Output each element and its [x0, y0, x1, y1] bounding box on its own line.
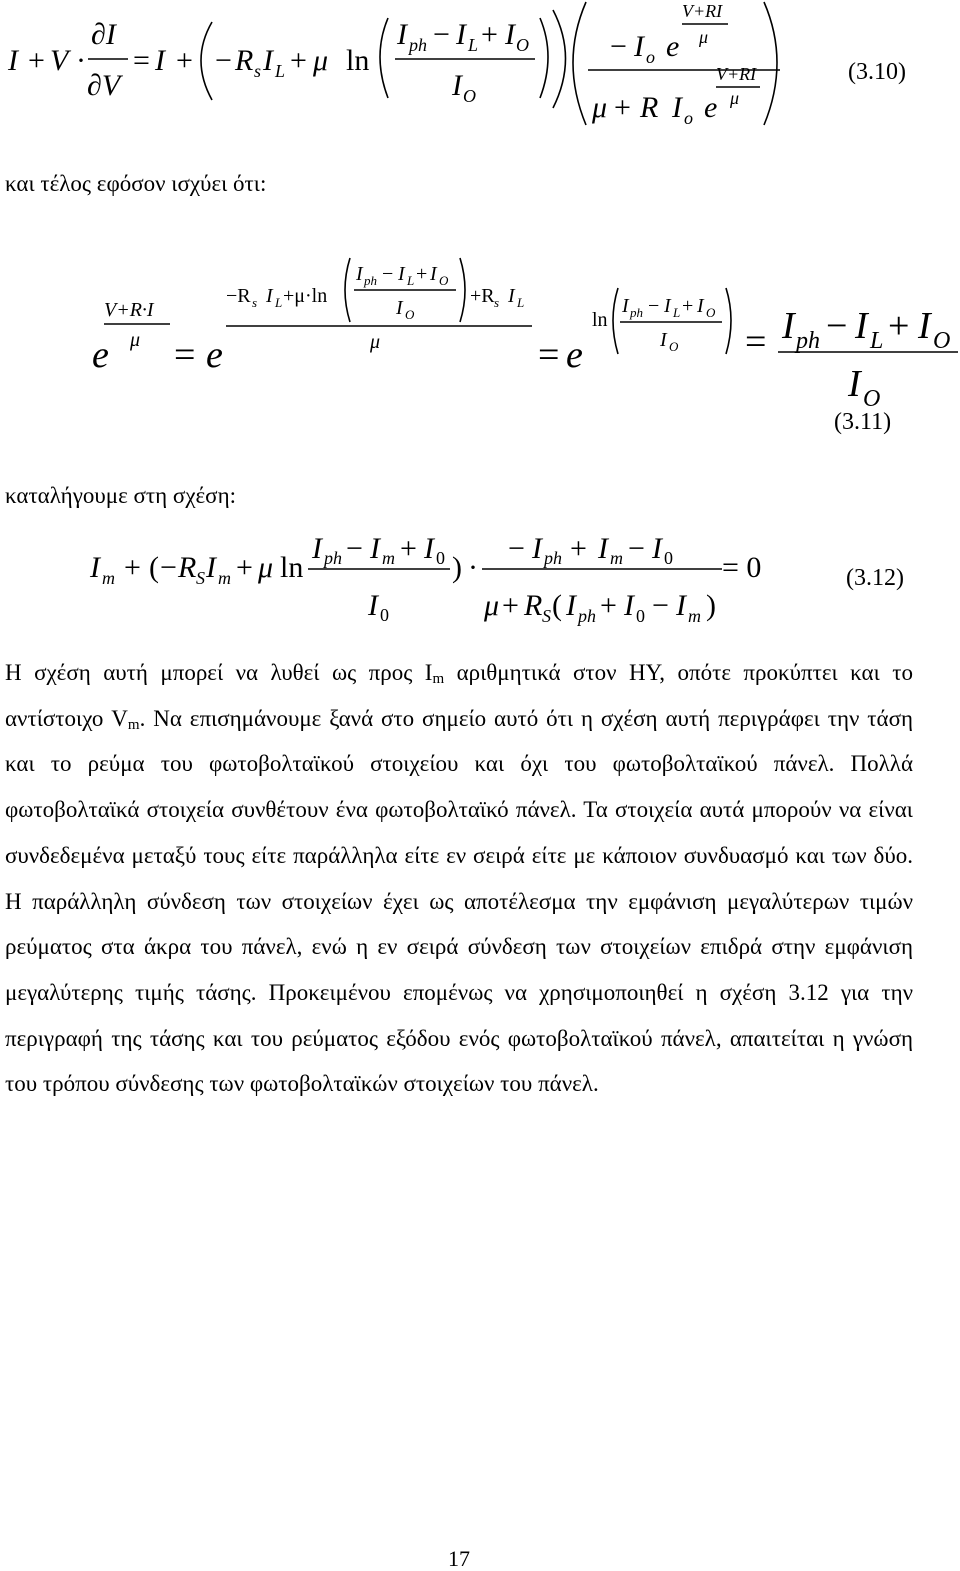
- eq-symbol: I: [424, 532, 434, 565]
- eq-subscript: ph: [796, 328, 820, 354]
- eq-symbol: I: [532, 532, 542, 565]
- eq-exponent: I: [664, 295, 671, 317]
- eq-symbol: μ: [258, 551, 274, 584]
- eq-exponent: μ: [370, 331, 381, 353]
- eq-symbol: I: [848, 363, 861, 405]
- eq-subscript: L: [407, 273, 415, 288]
- eq-symbol: I: [566, 589, 576, 622]
- paren-left: [345, 258, 350, 322]
- eq-symbol: I: [263, 44, 273, 77]
- eq-result: = 0: [722, 551, 762, 584]
- paren-right: [460, 258, 465, 322]
- eq-symbol: V: [50, 44, 69, 77]
- eq-subscript: S: [196, 568, 205, 588]
- eq-symbol: e: [92, 334, 109, 376]
- eq-symbol: I: [676, 589, 686, 622]
- eq-operator: −: [160, 551, 177, 584]
- eq-symbol: μ: [592, 91, 608, 124]
- eq-exponent: I: [622, 295, 629, 317]
- eq-subscript: ph: [544, 548, 562, 568]
- eq-subscript: s: [254, 61, 262, 81]
- eq-operator: +: [481, 18, 498, 51]
- equation-3-12: [0, 520, 960, 630]
- eq-symbol: e: [566, 334, 583, 376]
- eq-subscript: s: [494, 295, 500, 310]
- eq-exponent: I: [430, 263, 437, 285]
- eq-symbol: R: [524, 589, 543, 622]
- page-number: 17: [448, 1546, 470, 1571]
- eq-operator: (: [552, 589, 562, 622]
- eq-exponent: ln: [592, 309, 608, 331]
- eq-operator: ·: [76, 44, 86, 77]
- eq-exponent: −: [382, 263, 394, 285]
- body-paragraph: [5, 650, 913, 1107]
- eq-subscript: O: [933, 328, 951, 354]
- lead-text-1: και τέλος εφόσον ισχύει ότι:: [5, 171, 267, 196]
- eq-exponent: +μ·ln: [283, 285, 328, 307]
- eq-operator: −: [508, 532, 525, 565]
- eq-symbol: e: [206, 334, 223, 376]
- eq-symbol: I: [598, 532, 608, 565]
- para-text-c: . Να επισημάνουμε ξανά στο σημείο αυτό ότι η σχέση αυτή περιγράφει την τάση και το ρεύμα του φωτοβολταϊκού στοιχείου και όχι του φωτοβολταϊκού πάνελ. Πολλά φωτοβολταϊκά στοιχεία συνθέτουν ένα φωτοβολταϊκό πάνελ. Τα στοιχεία αυτά μπορούν να είναι συνδεδεμένα μεταξύ τους είτε παράλληλα είτε εν σειρά είτε με κάποιον συνδυασμό και των δύο. Η παράλληλη σύνδεση των στοιχείων έχει ως αποτέλεσμα την εμφάνιση μεγαλύτερων τιμών ρεύματος στα άκρα του πάνελ, ενώ η εν σειρά σύνδεση των στοιχείων επιδρά στην εμφάνιση μεγαλύτερης τιμής τάσης. Προκειμένου επομένως να χρησιμοποιηθεί η σχέση 3.12 για την περιγραφή της τάσης και του ρεύματος εξόδου ενός φωτοβολταϊκού πάνελ, απαιτείται η γνώση του τρόπου σύνδεσης των φωτοβολταϊκών στοιχείων του πάνελ.: [5, 705, 913, 1097]
- equation-3-10: [0, 0, 960, 135]
- eq-subscript: ph: [630, 305, 643, 320]
- eq-exponent: I: [660, 329, 667, 351]
- eq-subscript: O: [405, 307, 415, 322]
- eq-operator: (: [149, 551, 159, 584]
- eq-subscript: ph: [409, 35, 427, 55]
- eq-subscript: 0: [636, 606, 645, 626]
- equation-3-11: [0, 250, 960, 440]
- eq-symbol: I: [8, 44, 18, 77]
- eq-exponent: +: [682, 295, 694, 317]
- equation-number: (3.10): [848, 59, 906, 85]
- eq-subscript: O: [463, 86, 476, 106]
- eq-subscript: L: [870, 328, 884, 354]
- eq-symbol: I: [456, 18, 466, 51]
- eq-operator: −: [433, 18, 450, 51]
- eq-operator: +: [176, 44, 193, 77]
- para-subscript: m: [127, 716, 140, 733]
- eq-denominator: ∂V: [87, 69, 121, 102]
- eq-operator: +: [502, 589, 519, 622]
- eq-operator: =: [174, 334, 196, 376]
- eq-operator: −: [628, 532, 645, 565]
- eq-operator: ): [706, 589, 716, 622]
- eq-subscript: 0: [380, 605, 389, 625]
- eq-operator: +: [290, 44, 307, 77]
- eq-subscript: m: [382, 548, 395, 568]
- paren-left: [613, 288, 618, 354]
- eq-subscript: ph: [578, 606, 596, 626]
- eq-operator: −: [652, 589, 669, 622]
- eq-subscript: o: [684, 108, 693, 128]
- eq-symbol: μ: [484, 589, 500, 622]
- eq-symbol: I: [312, 532, 322, 565]
- eq-operator: −: [215, 44, 232, 77]
- para-text-b: αριθμητικά στον ΗΥ, οπότε προκύπτει και το αντίστοιχο V: [5, 660, 913, 731]
- eq-exponent: V+RI: [682, 1, 723, 21]
- paren-right: [726, 288, 731, 354]
- big-paren-left-2: [573, 2, 586, 125]
- eq-subscript: L: [468, 35, 479, 55]
- eq-symbol: I: [634, 30, 644, 63]
- para-subscript: m: [432, 671, 445, 687]
- eq-subscript: m: [102, 568, 115, 588]
- eq-exponent: I: [398, 263, 405, 285]
- eq-symbol: I: [452, 69, 462, 102]
- eq-operator: +: [124, 551, 141, 584]
- paren-left: [380, 18, 388, 98]
- eq-symbol: R: [178, 551, 197, 584]
- eq-operator: ·: [468, 551, 478, 584]
- eq-subscript: 0: [436, 548, 445, 568]
- eq-subscript: ph: [324, 548, 342, 568]
- eq-operator: =: [133, 44, 150, 77]
- eq-exponent: μ: [699, 27, 709, 47]
- eq-operator: +: [614, 91, 631, 124]
- eq-symbol: I: [918, 305, 931, 347]
- eq-operator: −: [610, 30, 627, 63]
- eq-operator: −: [826, 305, 848, 347]
- eq-operator: +: [600, 589, 617, 622]
- eq-symbol: I: [505, 18, 515, 51]
- eq-symbol: I: [624, 589, 634, 622]
- eq-exponent: +R: [470, 285, 495, 307]
- eq-operator: ): [452, 551, 462, 584]
- eq-exponent: I: [266, 285, 273, 307]
- eq-subscript: O: [863, 386, 881, 412]
- eq-subscript: O: [516, 35, 529, 55]
- para-text-a: Η σχέση αυτή μπορεί να λυθεί ως προς I: [5, 660, 433, 685]
- eq-symbol: I: [782, 305, 795, 347]
- eq-symbol: R: [640, 91, 659, 124]
- eq-symbol: I: [672, 91, 682, 124]
- big-paren-left: [201, 22, 212, 100]
- eq-subscript: m: [688, 606, 701, 626]
- eq-symbol: I: [397, 18, 407, 51]
- eq-subscript: m: [218, 568, 231, 588]
- eq-function: ln: [280, 551, 304, 584]
- eq-exponent: −: [648, 295, 660, 317]
- eq-subscript: O: [706, 305, 716, 320]
- eq-subscript: o: [646, 47, 655, 67]
- eq-operator: −: [346, 532, 363, 565]
- eq-subscript: L: [275, 61, 286, 81]
- eq-exponent: V+R·I: [104, 299, 154, 321]
- eq-symbol: I: [90, 551, 100, 584]
- eq-symbol: I: [855, 305, 868, 347]
- eq-symbol: I: [370, 532, 380, 565]
- eq-exponent: −R: [226, 285, 251, 307]
- eq-symbol: I: [368, 589, 378, 622]
- eq-subscript: m: [610, 548, 623, 568]
- eq-subscript: S: [542, 606, 551, 626]
- eq-exponent: I: [396, 297, 403, 319]
- eq-symbol: I: [206, 551, 216, 584]
- eq-symbol: e: [704, 91, 718, 124]
- eq-exponent: I: [508, 285, 515, 307]
- eq-subscript: 0: [664, 548, 673, 568]
- eq-subscript: L: [275, 295, 283, 310]
- eq-symbol: I: [155, 44, 165, 77]
- eq-subscript: O: [669, 339, 679, 354]
- eq-subscript: L: [673, 305, 681, 320]
- eq-exponent: μ: [130, 329, 141, 351]
- eq-operator: =: [745, 321, 767, 363]
- eq-exponent: V+RI: [716, 64, 757, 84]
- equation-number: (3.12): [846, 565, 904, 591]
- big-paren-right-2: [764, 2, 777, 125]
- eq-operator: +: [570, 532, 587, 565]
- eq-operator: +: [888, 305, 910, 347]
- eq-symbol: e: [666, 30, 680, 63]
- eq-exponent: I: [697, 295, 704, 317]
- eq-subscript: ph: [364, 273, 377, 288]
- eq-exponent: +: [416, 263, 428, 285]
- paren-right: [540, 18, 548, 98]
- eq-symbol: μ: [313, 44, 329, 77]
- eq-symbol: R: [235, 44, 254, 77]
- eq-subscript: L: [517, 295, 525, 310]
- eq-subscript: O: [439, 273, 449, 288]
- big-paren-right: [553, 10, 566, 108]
- eq-symbol: I: [652, 532, 662, 565]
- eq-operator: =: [538, 334, 560, 376]
- eq-exponent: μ: [730, 88, 740, 108]
- eq-operator: +: [236, 551, 253, 584]
- eq-numerator: ∂I: [91, 18, 116, 51]
- eq-exponent: I: [356, 263, 363, 285]
- eq-operator: +: [400, 532, 417, 565]
- eq-function: ln: [346, 44, 370, 77]
- lead-text-2: καταλήγουμε στη σχέση:: [5, 483, 236, 508]
- equation-number: (3.11): [834, 409, 892, 435]
- eq-subscript: s: [252, 295, 258, 310]
- eq-operator: +: [28, 44, 45, 77]
